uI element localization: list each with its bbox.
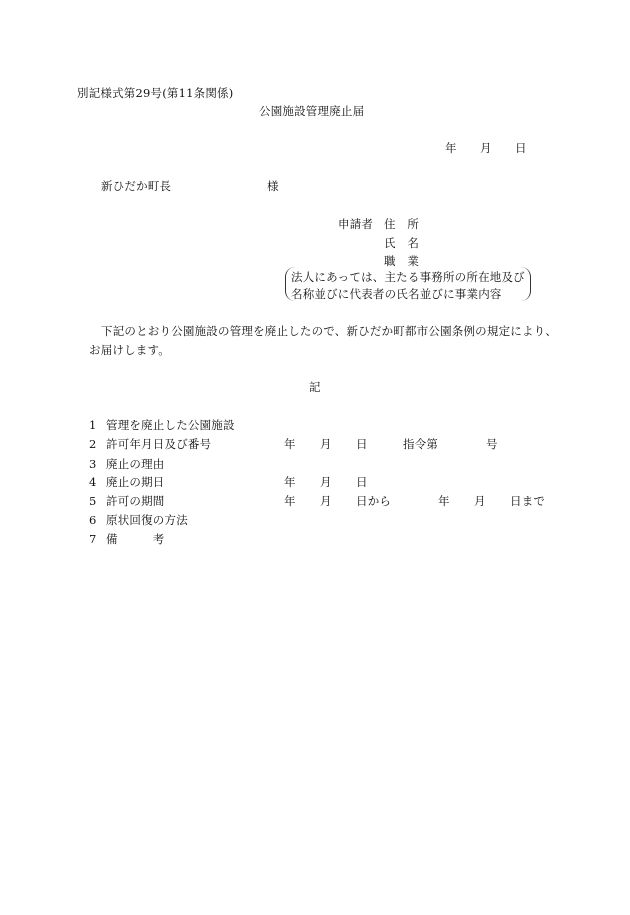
applicant-label: 申請者 xyxy=(338,217,374,231)
item-label: 備 考 xyxy=(106,532,165,546)
body-line2: お届けします。 xyxy=(89,343,170,357)
date-day: 日 xyxy=(515,141,527,155)
item-day-to: 日まで xyxy=(510,494,546,508)
item-year: 年 xyxy=(284,475,296,489)
date-year: 年 xyxy=(445,141,457,155)
item-label: 許可年月日及び番号 xyxy=(106,437,212,451)
ki-heading: 記 xyxy=(309,380,321,394)
item-number: 6 xyxy=(89,513,97,527)
corporate-note-line2: 名称並びに代表者の氏名並びに事業内容 xyxy=(291,287,502,301)
form-number: 別記様式第29号(第11条関係) xyxy=(77,86,234,100)
item-label: 原状回復の方法 xyxy=(106,513,188,527)
permit-prefix: 指令第 xyxy=(403,437,439,451)
corporate-note-line1: 法人にあっては、主たる事務所の所在地及び xyxy=(291,270,525,284)
item-number: 1 xyxy=(89,418,97,432)
item-month: 月 xyxy=(320,494,332,508)
item-number: 3 xyxy=(89,457,97,471)
addressee-name: 新ひだか町長 xyxy=(101,179,172,193)
item-month: 月 xyxy=(320,437,332,451)
item-year-to: 年 xyxy=(438,494,450,508)
item-label: 廃止の理由 xyxy=(106,457,165,471)
addressee-honorific: 様 xyxy=(267,179,279,193)
item-number: 2 xyxy=(89,437,97,451)
item-day: 日 xyxy=(356,437,368,451)
item-label: 管理を廃止した公園施設 xyxy=(106,418,235,432)
document-title: 公園施設管理廃止届 xyxy=(259,104,365,118)
item-number: 7 xyxy=(89,532,97,546)
item-year: 年 xyxy=(284,494,296,508)
item-number: 5 xyxy=(89,494,97,508)
item-day-from: 日から xyxy=(356,494,392,508)
body-line1: 下記のとおり公園施設の管理を廃止したので、新ひだか町都市公園条例の規定により、 xyxy=(101,324,558,338)
item-year: 年 xyxy=(284,437,296,451)
item-label: 廃止の期日 xyxy=(106,475,165,489)
permit-suffix: 号 xyxy=(486,437,498,451)
applicant-name-label: 氏 名 xyxy=(384,236,420,250)
item-label: 許可の期間 xyxy=(106,494,165,508)
applicant-address-label: 住 所 xyxy=(384,217,420,231)
date-month: 月 xyxy=(480,141,492,155)
item-day: 日 xyxy=(356,475,368,489)
applicant-occupation-label: 職 業 xyxy=(384,254,420,268)
item-month: 月 xyxy=(320,475,332,489)
item-month-to: 月 xyxy=(474,494,486,508)
item-number: 4 xyxy=(89,475,97,489)
